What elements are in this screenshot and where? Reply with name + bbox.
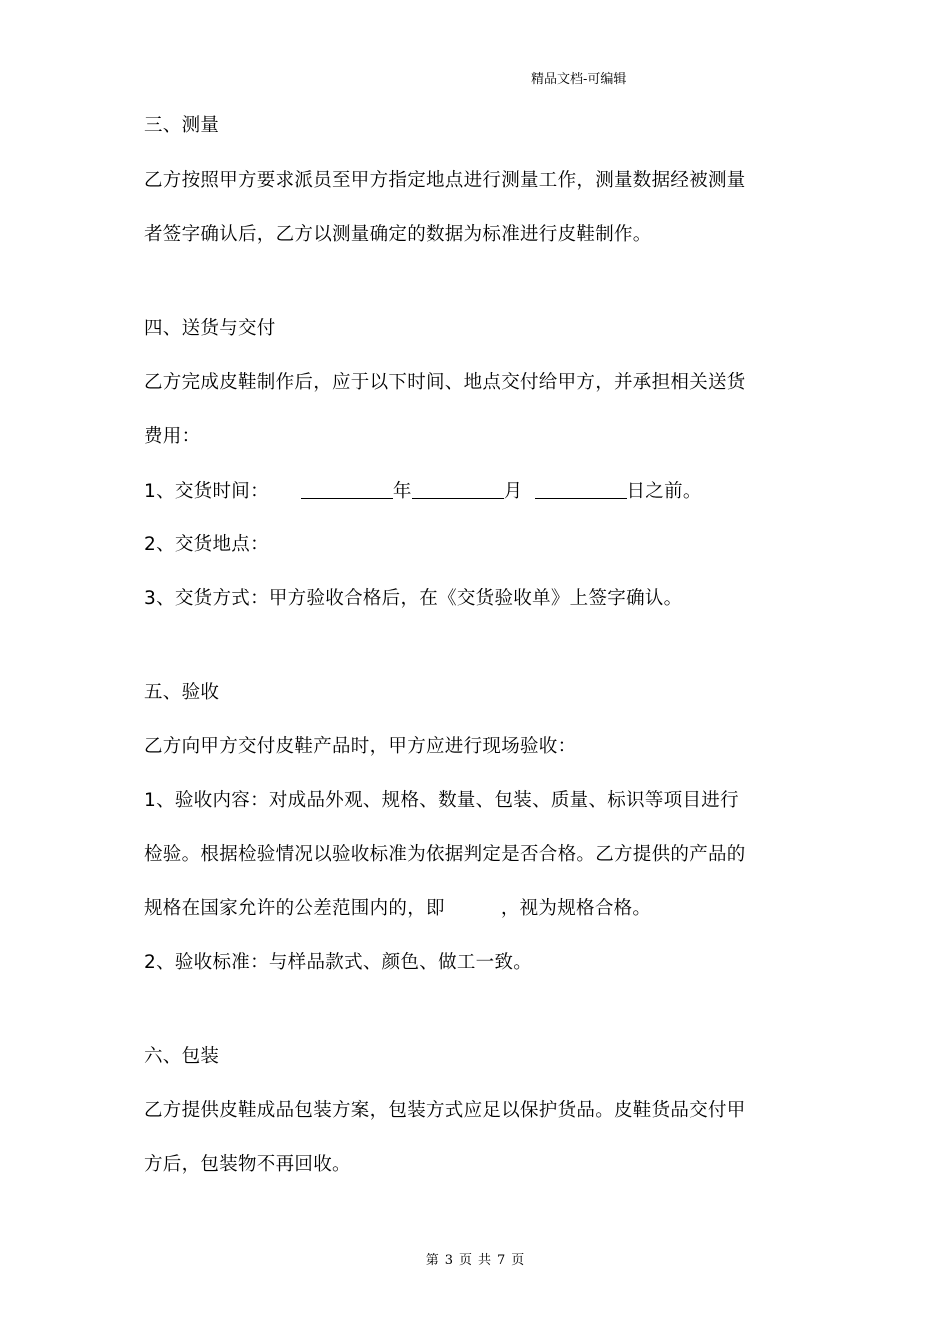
delivery-place-line: 2、交货地点： [144,534,269,555]
acceptance-content-line-1: 1、验收内容：对成品外观、规格、数量、包装、质量、标识等项目进行 [144,790,739,811]
delivery-time-label: 1、交货时间： [144,481,269,502]
section-delivery-para-line-2: 费用： [144,426,201,447]
day-label: 日之前。 [626,481,702,502]
footer-total-prefix: 共 [478,1253,492,1268]
acceptance-standard-line: 2、验收标准：与样品款式、颜色、做工一致。 [144,952,533,973]
section-packaging-para-line-1: 乙方提供皮鞋成品包装方案，包装方式应足以保护货品。皮鞋货品交付甲 [144,1100,746,1121]
section-delivery-title: 四、送货与交付 [144,318,276,339]
footer-page-unit: 页 [458,1253,472,1268]
month-label: 月 [503,481,523,502]
section-delivery-para-line-1: 乙方完成皮鞋制作后，应于以下时间、地点交付给甲方，并承担相关送货 [144,372,746,393]
delivery-method-line: 3、交货方式：甲方验收合格后，在《交货验收单》上签字确认。 [144,588,683,609]
year-blank [301,478,393,499]
footer-total-unit: 页 [511,1253,525,1268]
section-packaging-para-line-2: 方后，包装物不再回收。 [144,1154,351,1175]
delivery-time-line [144,476,702,507]
footer-total-pages: 7 [497,1253,506,1268]
year-label: 年 [392,481,412,502]
acceptance-content-line-3b: ，视为规格合格。 [500,898,652,919]
footer-prefix: 第 [425,1253,439,1268]
section-packaging-title: 六、包装 [144,1046,220,1067]
acceptance-content-line-3a: 规格在国家允许的公差范围内的，即 [144,898,445,919]
section-measure-title: 三、测量 [144,115,220,136]
section-acceptance-para-line-1: 乙方向甲方交付皮鞋产品时，甲方应进行现场验收： [144,736,577,757]
section-measure-para-line-2: 者签字确认后，乙方以测量确定的数据为标准进行皮鞋制作。 [144,224,652,245]
footer-page-number: 3 [444,1253,453,1268]
page-footer [0,1251,950,1271]
section-measure-para-line-1: 乙方按照甲方要求派员至甲方指定地点进行测量工作，测量数据经被测量 [144,170,746,191]
section-acceptance-title: 五、验收 [144,682,220,703]
month-blank [412,478,504,499]
acceptance-content-line-2: 检验。根据检验情况以验收标准为依据判定是否合格。乙方提供的产品的 [144,844,746,865]
day-blank [535,478,627,499]
page-header: 精品文档-可编辑 [531,72,627,87]
acceptance-content-line-3 [144,894,651,924]
